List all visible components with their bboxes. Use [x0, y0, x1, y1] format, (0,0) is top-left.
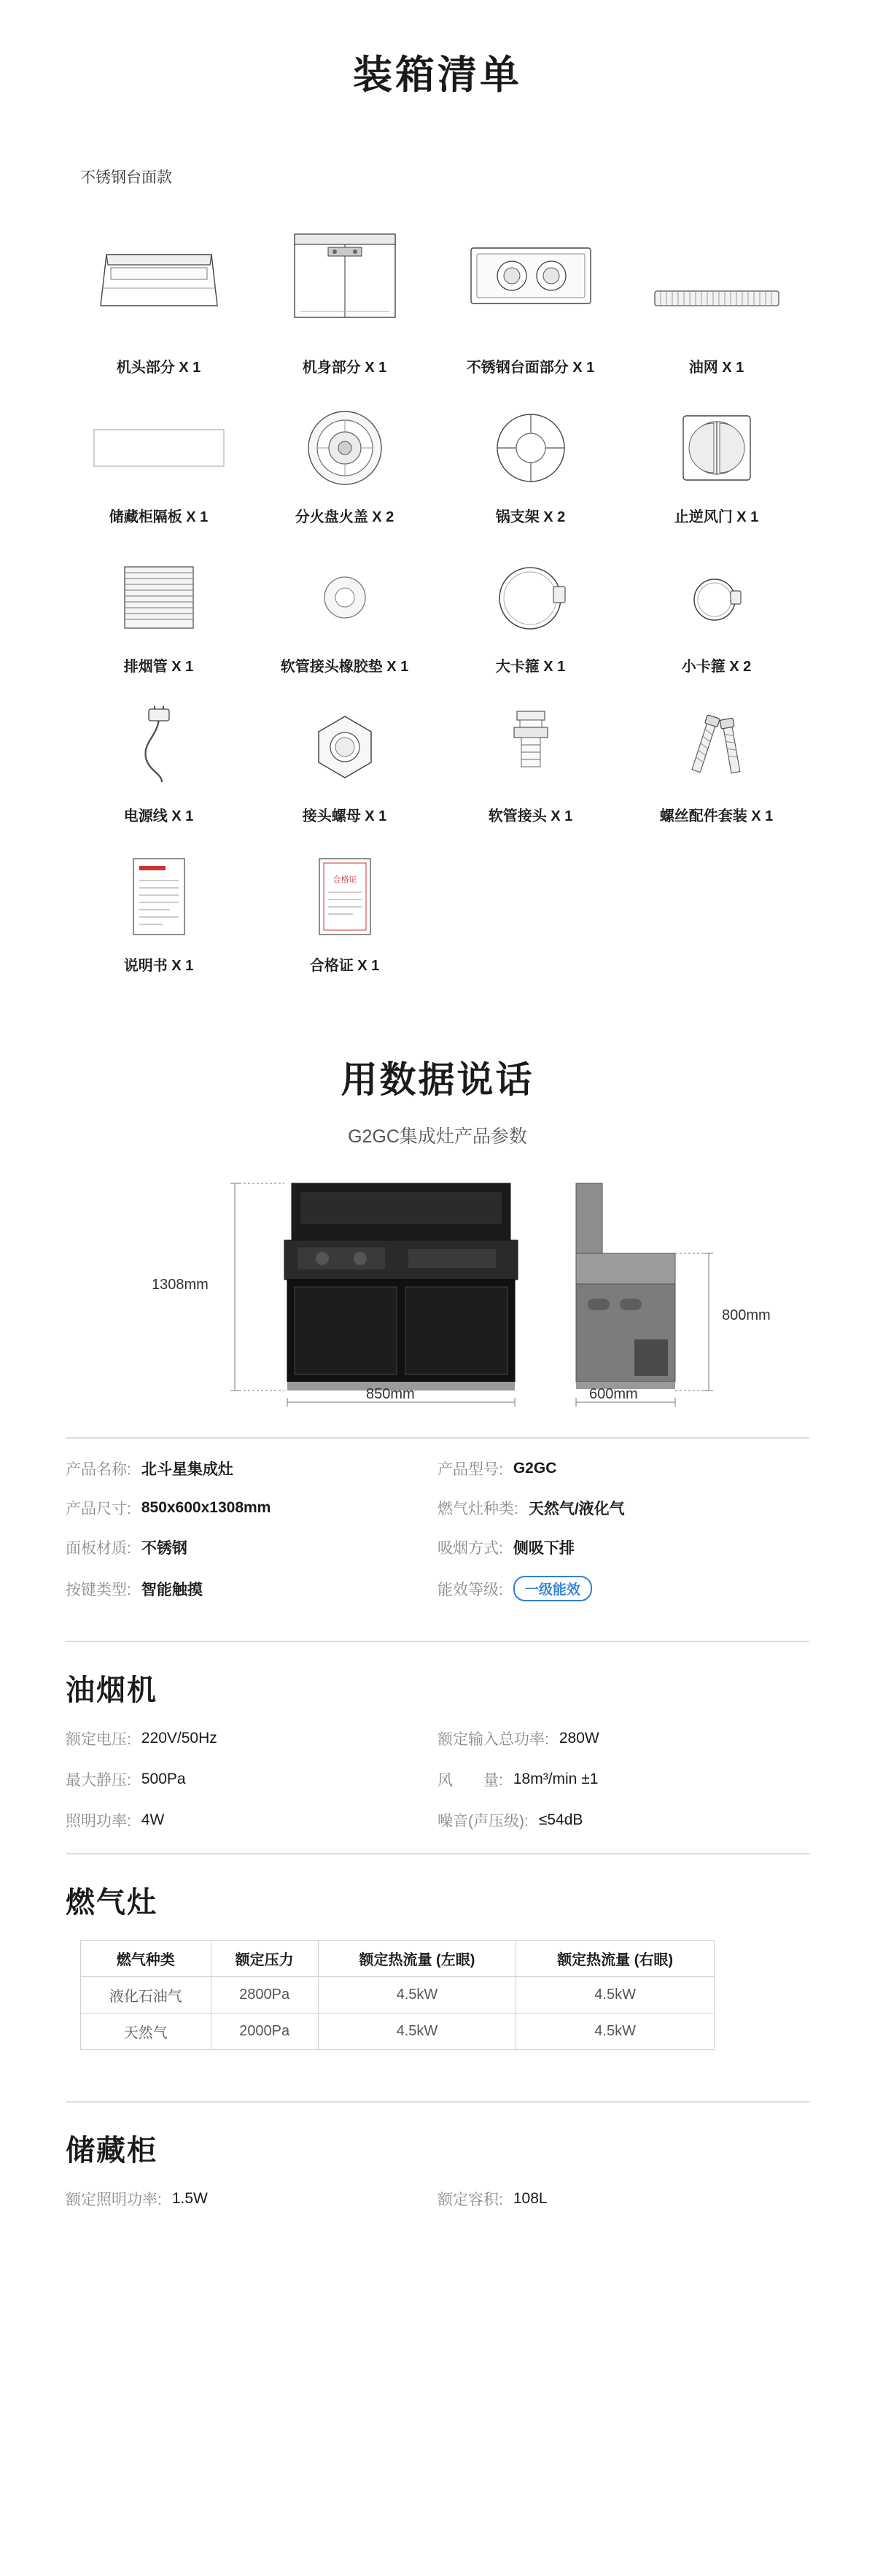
shelf-board-icon	[66, 401, 252, 495]
power-cord-icon	[66, 700, 252, 794]
divider	[66, 1641, 809, 1642]
spec-key: 面板材质:	[66, 1540, 131, 1557]
variant-label: 不锈钢台面款	[80, 169, 172, 186]
screw-kit-icon	[623, 700, 809, 794]
kv-key: 额定输入总功率:	[438, 1731, 549, 1748]
kv-value: 500Pa	[141, 1771, 186, 1787]
kv-value: 108L	[513, 2190, 548, 2207]
pan-support-icon	[438, 401, 623, 495]
packing-item	[623, 700, 809, 825]
stove-section-title: 燃气灶	[66, 1887, 158, 1919]
packing-item	[66, 401, 252, 526]
packing-item	[252, 700, 438, 825]
spec-row	[66, 1458, 809, 1480]
cabinet-body-icon	[252, 206, 438, 345]
packing-item-grid	[66, 206, 809, 999]
spec-value: 侧吸下排	[513, 1540, 575, 1557]
kv-item	[438, 2188, 809, 2210]
table-cell: 4.5kW	[516, 1977, 715, 2014]
manual-book-icon	[66, 850, 252, 943]
packing-item-label: 机头部分 X 1	[116, 360, 201, 376]
hood-spec-grid	[66, 1728, 809, 1831]
storage-section-title: 储藏柜	[66, 2135, 158, 2167]
table-cell: 2000Pa	[211, 2014, 318, 2050]
packing-item-label: 储藏柜隔板 X 1	[109, 509, 209, 525]
spec-item	[66, 1458, 438, 1480]
spec-value: G2GC	[513, 1460, 557, 1477]
data-section-subtitle: G2GC集成灶产品参数	[348, 1126, 527, 1147]
spec-item	[66, 1536, 438, 1558]
kv-item	[66, 1768, 438, 1790]
kv-value: 220V/50Hz	[141, 1730, 217, 1747]
packing-item-label: 软管接头橡胶垫 X 1	[280, 659, 409, 675]
kv-item	[438, 1809, 809, 1831]
packing-item-label: 排烟管 X 1	[123, 659, 194, 675]
spec-row	[66, 1536, 809, 1558]
kv-row	[66, 1728, 809, 1749]
kv-key: 额定照明功率:	[66, 2192, 162, 2208]
dimension-height-label: 1308mm	[152, 1277, 209, 1293]
kv-item	[66, 2188, 438, 2210]
packing-item-label: 软管接头 X 1	[488, 808, 573, 824]
table-row	[81, 1977, 715, 2014]
spec-row	[66, 1576, 809, 1601]
burner-cap-icon	[252, 401, 438, 495]
divider	[66, 1437, 809, 1439]
spacer	[0, 2050, 875, 2079]
table-header-row	[81, 1941, 715, 1977]
dimension-width-label: 850mm	[366, 1386, 415, 1402]
packing-item	[66, 850, 252, 975]
kv-value: 280W	[559, 1730, 599, 1747]
table-header-cell: 额定热流量 (右眼)	[516, 1941, 715, 1977]
spec-key: 吸烟方式:	[438, 1540, 503, 1557]
packing-item	[66, 700, 252, 825]
packing-item-label: 电源线 X 1	[123, 808, 194, 824]
spec-row	[66, 1497, 809, 1519]
spec-key: 产品型号:	[438, 1461, 503, 1478]
dimension-depth-label: 600mm	[589, 1386, 638, 1402]
kv-key: 噪音(声压级):	[438, 1813, 529, 1830]
spec-item	[66, 1576, 438, 1601]
packing-item	[438, 206, 623, 376]
kv-value: ≤54dB	[538, 1811, 583, 1828]
kv-item	[438, 1768, 809, 1790]
spec-key: 能效等级:	[438, 1581, 503, 1598]
kv-value: 4W	[141, 1811, 165, 1828]
kv-key: 额定容积:	[438, 2192, 503, 2208]
packing-item	[623, 206, 809, 376]
kv-value: 1.5W	[171, 2190, 208, 2207]
packing-item	[66, 551, 252, 676]
packing-item-label: 分火盘火盖 X 2	[295, 509, 394, 525]
packing-item	[252, 206, 438, 376]
packing-item	[252, 401, 438, 526]
packing-list-title: 装箱清单	[353, 53, 522, 97]
spec-item	[438, 1458, 809, 1480]
large-clamp-icon	[438, 551, 623, 644]
spec-key: 燃气灶种类:	[438, 1501, 518, 1517]
divider	[66, 1853, 809, 1854]
storage-spec-grid	[66, 2188, 809, 2210]
packing-item	[252, 850, 438, 975]
spec-item	[66, 1497, 438, 1519]
spec-value: 天然气/液化气	[528, 1501, 625, 1517]
kv-row	[66, 1809, 809, 1831]
packing-item-label: 机身部分 X 1	[302, 360, 387, 376]
spec-value: 北斗星集成灶	[141, 1461, 233, 1478]
kv-item	[438, 1728, 809, 1749]
kv-row	[66, 2188, 809, 2210]
hood-head-icon	[66, 206, 252, 345]
dimension-side-height-label: 800mm	[722, 1307, 771, 1323]
spec-item	[438, 1497, 809, 1519]
table-cell: 4.5kW	[318, 1977, 516, 2014]
packing-item-label: 锅支架 X 2	[495, 509, 566, 525]
divider	[66, 2101, 809, 2103]
packing-item-label: 大卡箍 X 1	[495, 659, 566, 675]
kv-item	[66, 1728, 438, 1749]
spec-value: 智能触摸	[141, 1581, 203, 1598]
packing-item-label: 说明书 X 1	[123, 958, 194, 974]
packing-item	[438, 401, 623, 526]
table-cell: 4.5kW	[516, 2014, 715, 2050]
spec-key: 产品名称:	[66, 1461, 131, 1478]
gas-spec-table	[80, 1940, 715, 2050]
table-header-cell: 额定压力	[211, 1941, 318, 1977]
kv-key: 照明功率:	[66, 1813, 131, 1830]
packing-item-label: 不锈钢台面部分 X 1	[466, 360, 595, 376]
packing-item-label: 接头螺母 X 1	[302, 808, 387, 824]
dimension-diagram	[66, 1167, 809, 1415]
table-header-cell: 燃气种类	[81, 1941, 211, 1977]
kv-value: 18m³/min ±1	[513, 1771, 599, 1787]
packing-item-label: 油网 X 1	[688, 360, 744, 376]
table-row	[81, 2014, 715, 2050]
spec-item	[438, 1576, 809, 1601]
table-header-cell: 额定热流量 (左眼)	[318, 1941, 516, 1977]
grease-filter-icon	[623, 252, 809, 345]
svg-text:合格证: 合格证	[332, 875, 357, 884]
spec-key: 产品尺寸:	[66, 1501, 131, 1517]
rubber-gasket-icon	[252, 551, 438, 644]
kv-row	[66, 1768, 809, 1790]
table-cell: 2800Pa	[211, 1977, 318, 2014]
kv-key: 额定电压:	[66, 1731, 131, 1748]
energy-grade-badge: 一级能效	[513, 1576, 592, 1601]
table-cell: 液化石油气	[81, 1977, 211, 2014]
hex-nut-icon	[252, 700, 438, 794]
packing-item	[66, 206, 252, 376]
packing-item-label: 螺丝配件套装 X 1	[659, 808, 774, 824]
kv-key: 最大静压:	[66, 1772, 131, 1789]
exhaust-pipe-icon	[66, 551, 252, 644]
packing-item	[438, 551, 623, 676]
table-cell: 4.5kW	[318, 2014, 516, 2050]
packing-item-label: 止逆风门 X 1	[674, 509, 759, 525]
spec-key: 按键类型:	[66, 1581, 131, 1598]
small-clamp-icon	[623, 551, 809, 644]
stainless-top-icon	[438, 206, 623, 345]
kv-item	[66, 1809, 438, 1831]
hood-section-title: 油烟机	[66, 1674, 158, 1706]
kv-key: 风 量:	[438, 1772, 503, 1789]
table-cell: 天然气	[81, 2014, 211, 2050]
packing-item	[623, 551, 809, 676]
packing-item	[438, 700, 623, 825]
data-section-title: 用数据说话	[341, 1059, 534, 1100]
check-valve-icon	[623, 401, 809, 495]
hose-connector-icon	[438, 700, 623, 794]
certificate-icon	[252, 850, 438, 943]
product-spec-table	[66, 1458, 809, 1619]
packing-item	[252, 551, 438, 676]
spec-value: 不锈钢	[141, 1540, 187, 1557]
packing-item-label: 小卡箍 X 2	[681, 659, 752, 675]
spec-item	[438, 1536, 809, 1558]
packing-item-label: 合格证 X 1	[309, 958, 380, 974]
packing-item	[623, 401, 809, 526]
spec-value: 850x600x1308mm	[141, 1499, 271, 1516]
